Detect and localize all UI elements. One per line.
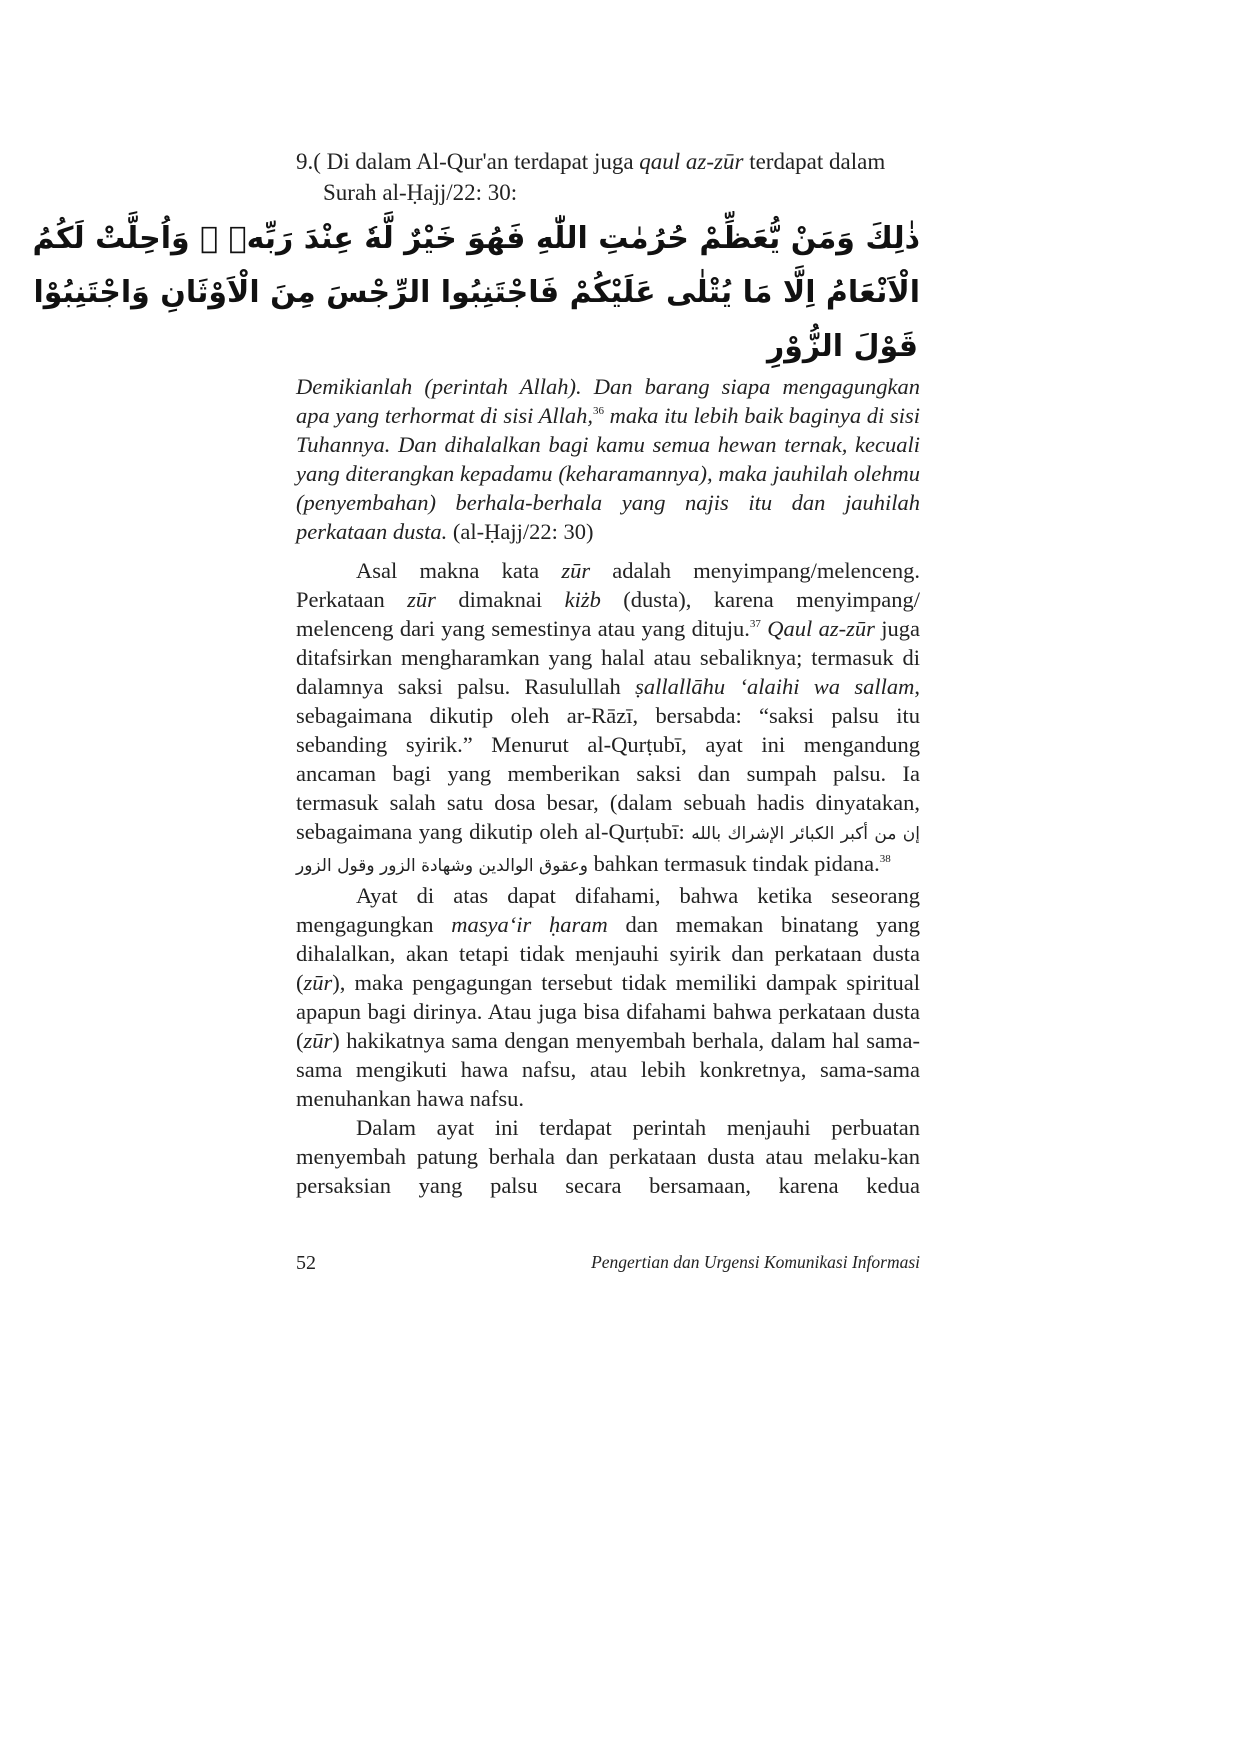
italic-term: Qaul az-zūr [767, 616, 875, 641]
italic-term: masya‘ir ḥaram [451, 912, 608, 937]
text-run: bahkan termasuk tindak pidana. [587, 851, 880, 876]
translation-text: Demikianlah (perintah Allah). Dan barang siapa mengagungkan apa yang terhormat di sisi Allah, [296, 374, 920, 428]
italic-term: zūr [407, 587, 436, 612]
book-page [32, 0, 921, 1754]
body-text [296, 556, 920, 1200]
italic-term: zūr [561, 558, 591, 583]
footnote-ref: 36 [593, 405, 604, 417]
page-number: 52 [296, 1252, 316, 1274]
section-heading [296, 146, 920, 208]
text-run: Asal makna kata [356, 558, 562, 583]
heading-text: Di dalam Al-Qur'an terdapat juga [320, 149, 640, 174]
italic-term: zūr [303, 970, 333, 995]
text-run: adalah menyimpang/melenceng. Perkataan [296, 558, 920, 612]
italic-term: ṣallallāhu ‘alaihi wa sallam [635, 674, 915, 699]
verse-citation: (al-Ḥajj/22: 30) [447, 519, 594, 544]
footnote-ref: 37 [749, 618, 761, 630]
italic-term: kiżb [564, 587, 601, 612]
quran-verse [32, 212, 920, 374]
translation-paragraph [296, 372, 920, 546]
text-run: (dusta), karena menyimpang/ melenceng dari yang semestinya atau yang dituju. [296, 587, 920, 641]
surah-reference: Surah al-Ḥajj/22: 30: [323, 180, 518, 205]
heading-text-end: terdapat dalam [743, 149, 886, 174]
verse-line: الْاَنْعَامُ اِلَّا مَا يُتْلٰى عَلَيْكُمْ فَاجْتَنِبُوا الرِّجْسَ مِنَ الْاَوْثَانِ وَاجْتَنِبُوْا [33, 275, 920, 310]
text-run: juga ditafsirkan mengharamkan yang halal atau sebaliknya; termasuk di dalamnya saksi palsu. Rasulullah [296, 616, 921, 699]
running-title: Pengertian dan Urgensi Komunikasi Informasi [591, 1252, 920, 1272]
verse-line: ذٰلِكَ وَمَنْ يُّعَظِّمْ حُرُمٰتِ اللّٰهِ فَهُوَ خَيْرٌ لَّهٗ عِنْدَ رَبِّهٖ ۗ وَاُحِلَّتْ لَكُمُ [32, 221, 920, 256]
translation-text: maka itu lebih baik baginya di sisi Tuhannya. Dan dihalalkan bagi kamu semua hewan ternak, kecuali yang diterangkan kepadamu (keharamannya), maka jauhilah olehmu (penyembahan) berhala-berhala yang najis itu dan jauhilah perkataan dusta. [296, 403, 921, 544]
verse-line: قَوْلَ الزُّوْرِ [766, 329, 918, 364]
text-run: ) hakikatnya sama dengan menyembah berhala, dalam hal sama-sama mengikuti hawa nafsu, atau lebih konkretnya, sama-sama menuhankan hawa nafsu. [296, 1028, 920, 1111]
verse-translation [296, 372, 920, 546]
text-run: Ayat di atas dapat difahami, bahwa ketika seseorang mengagungkan [296, 883, 920, 937]
text-run: dimaknai [435, 587, 565, 612]
footnote-ref: 38 [879, 853, 891, 865]
paragraph [296, 556, 920, 881]
arabic-hadith-quote: إن من أكبر الكبائر الإشراك بالله وعقوق الوالدين وشهادة الزور وقول الزور [296, 824, 920, 876]
paragraph [296, 881, 920, 1113]
paragraph: Dalam ayat ini terdapat perintah menjauhi perbuatan menyembah patung berhala dan perkataan dusta atau melaku-kan persaksian yang palsu secara bersamaan, karena kedua [296, 1115, 920, 1198]
text-run: , sebagaimana dikutip oleh ar-Rāzī, bersabda: “saksi palsu itu sebanding syirik.” Menurut al-Qurṭubī, ayat ini mengandung ancaman bagi yang memberikan saksi dan sumpah palsu. Ia termasuk salah satu dosa besar, (dalam sebuah hadis dinyatakan, sebagaimana yang dikutip oleh al-Qurṭubī: [296, 674, 920, 844]
text-run: ), maka pengagungan tersebut tidak memiliki dampak spiritual apapun bagi dirinya. Atau juga bisa difahami bahwa perkataan dusta ( [296, 970, 920, 1053]
text-run: dan memakan binatang yang dihalalkan, akan tetapi tidak menjauhi syirik dan perkataan dusta ( [296, 912, 920, 995]
italic-term: zūr [303, 1028, 333, 1053]
item-number: 9.( [296, 149, 321, 174]
heading-term: qaul az-zūr [639, 149, 744, 174]
